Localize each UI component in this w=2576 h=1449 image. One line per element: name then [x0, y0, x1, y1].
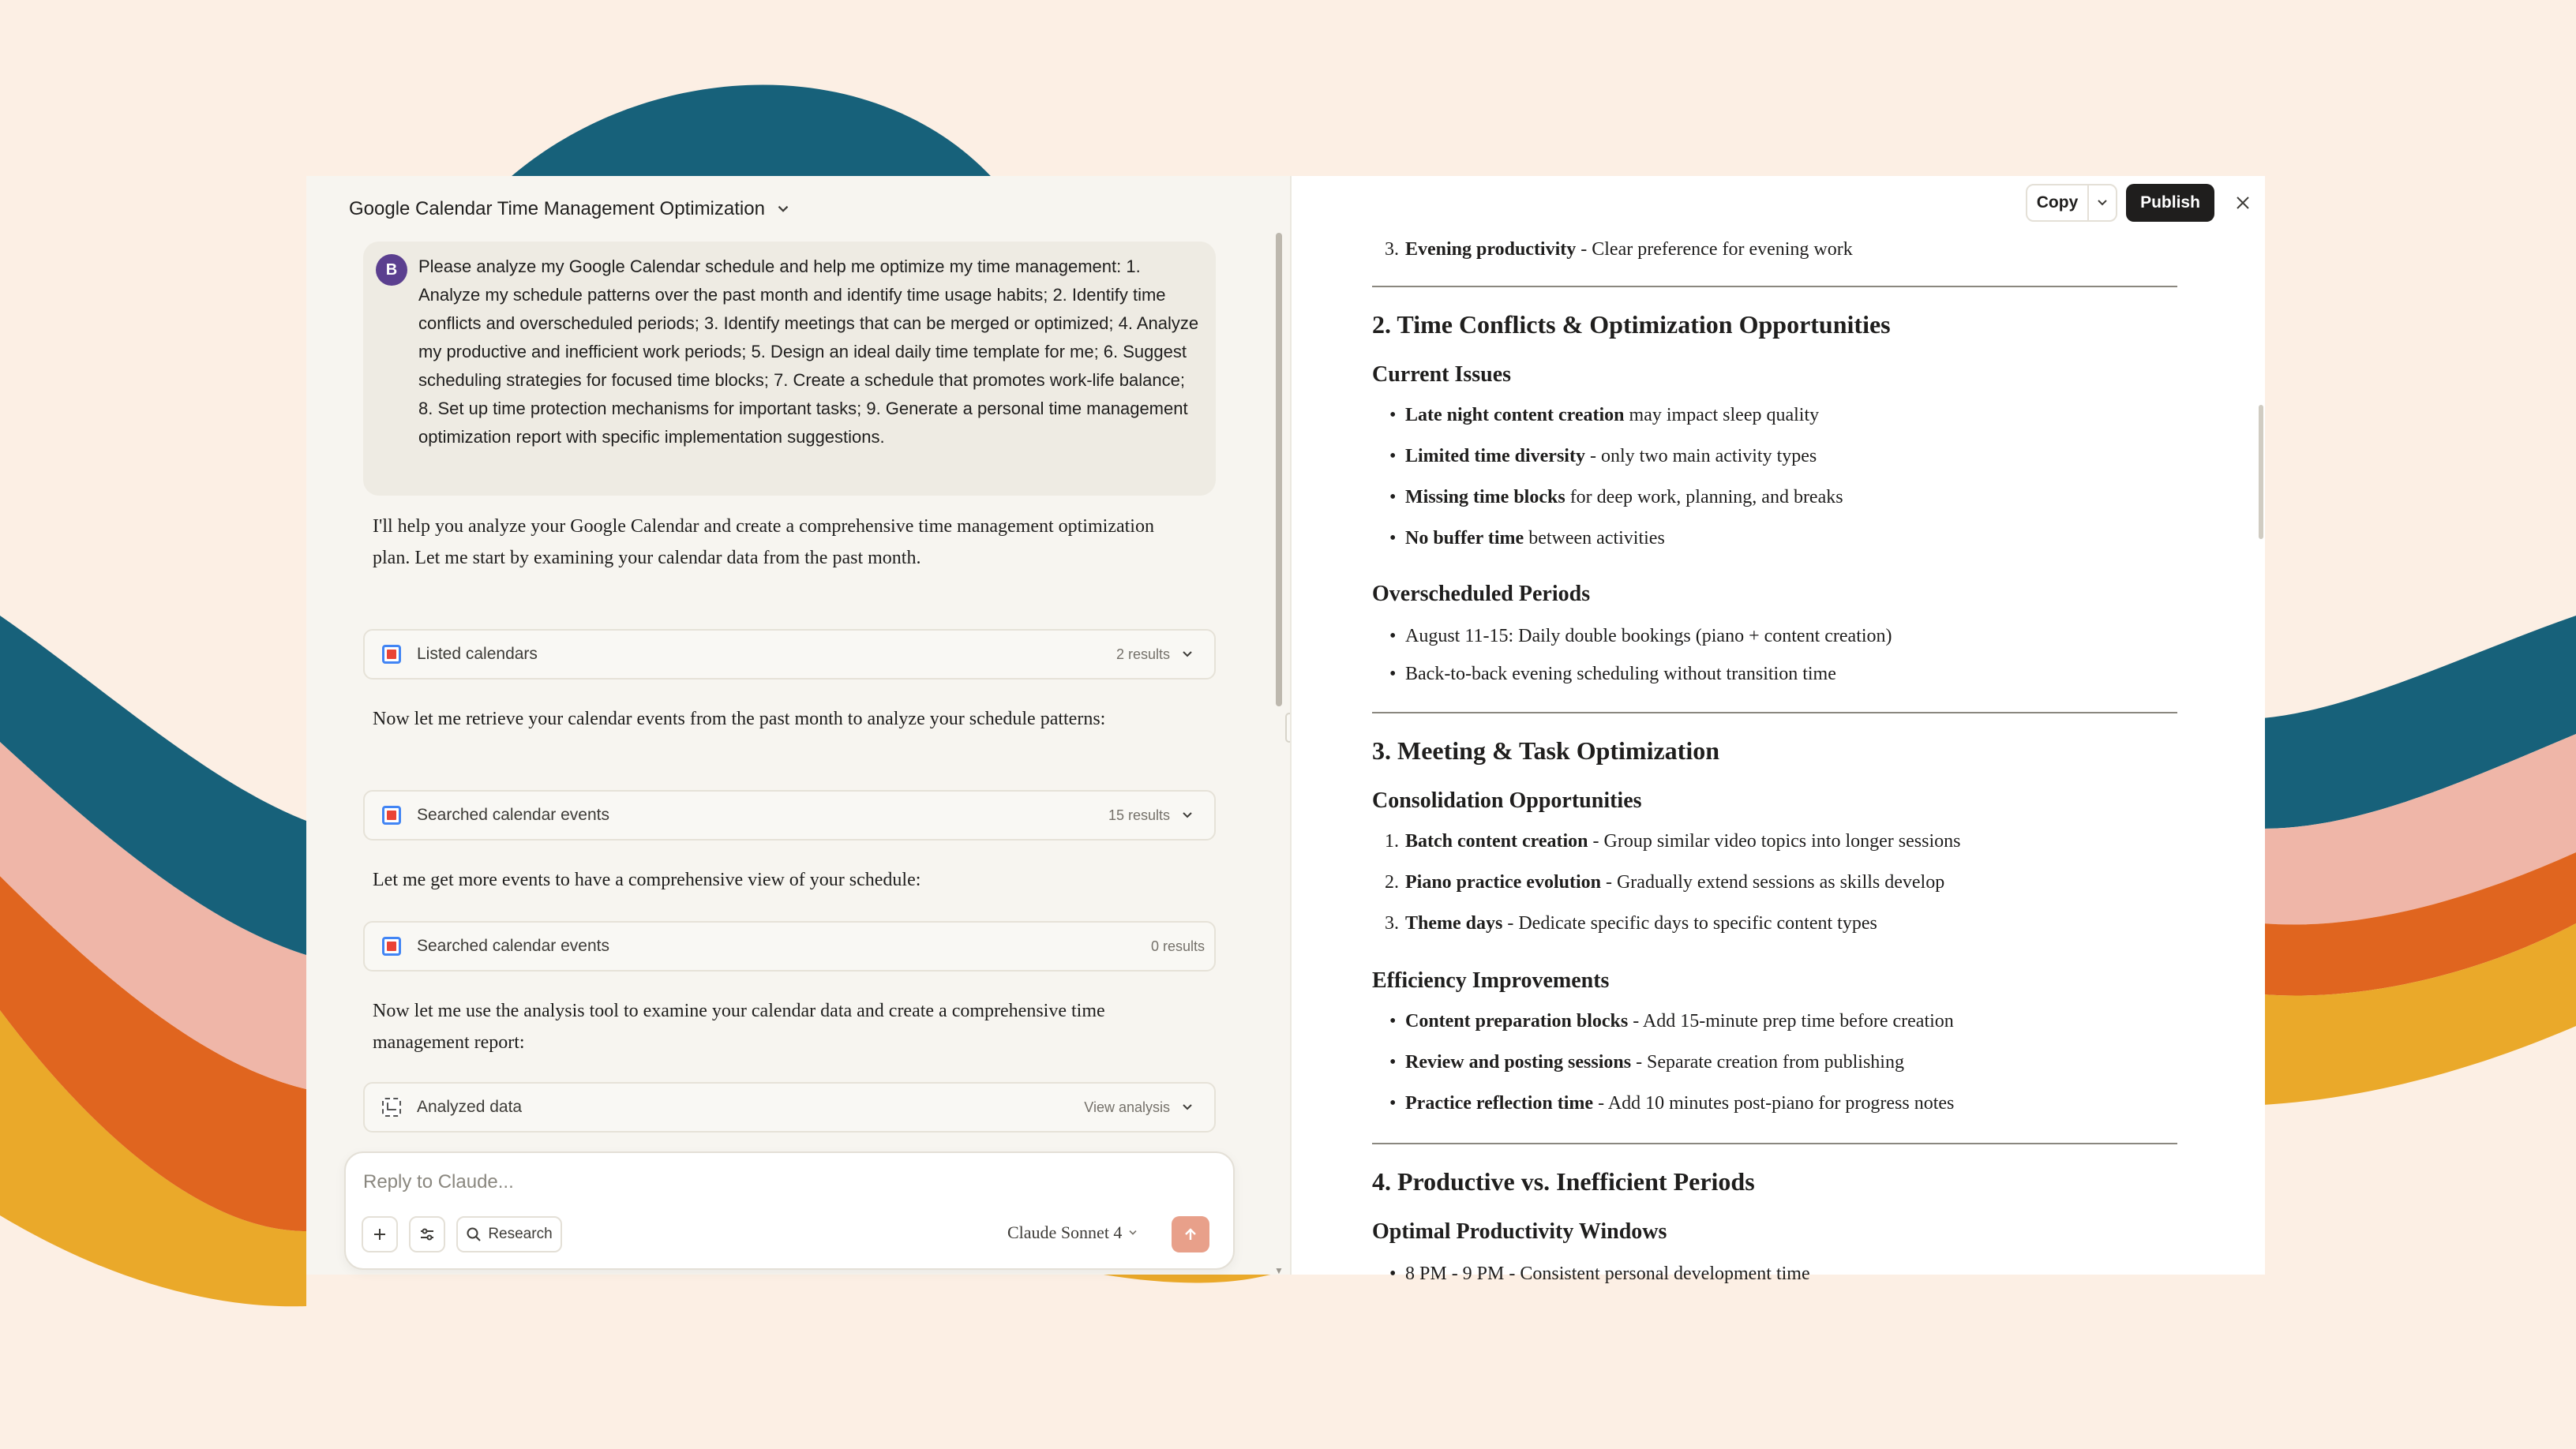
list-item: Theme days - Dedicate specific days to specific content types [1405, 913, 1877, 934]
bullet: • [1389, 626, 1397, 646]
divider [1372, 286, 2177, 287]
list-number: 3. [1385, 913, 1399, 934]
copy-button[interactable]: Copy [2027, 185, 2089, 220]
chevron-down-icon [1127, 1226, 1139, 1239]
bullet: • [1389, 405, 1397, 425]
list-item: 8 PM - 9 PM - Consistent personal development time [1405, 1264, 1810, 1284]
list-item: Review and posting sessions - Separate creation from publishing [1405, 1052, 1904, 1073]
list-number: 3. [1385, 239, 1399, 260]
plus-icon [371, 1226, 388, 1243]
tool-result-count: 0 results [1150, 938, 1205, 954]
research-icon [466, 1226, 482, 1242]
google-calendar-icon [382, 806, 401, 825]
bullet: • [1389, 1264, 1397, 1284]
tool-label: Searched calendar events [417, 806, 609, 824]
send-button[interactable] [1172, 1216, 1209, 1252]
assistant-message: Now let me use the analysis tool to examine your calendar data and create a comprehensive time management report: [373, 1001, 1105, 1053]
model-selector[interactable] [1007, 1222, 1139, 1243]
reply-input[interactable] [362, 1164, 1202, 1200]
chevron-down-icon [774, 200, 792, 218]
chat-pane [306, 176, 1290, 1275]
chevron-down-icon [1179, 807, 1195, 823]
tool-card-searched-events[interactable] [363, 790, 1216, 841]
list-item: Limited time diversity - only two main activity types [1405, 446, 1817, 466]
bullet: • [1389, 446, 1397, 466]
wave-teal-top [505, 85, 1003, 190]
chevron-down-icon [2094, 195, 2110, 211]
section-heading: 2. Time Conflicts & Optimization Opportunities [1372, 310, 1891, 339]
chevron-down-icon [1179, 1099, 1195, 1115]
artifact-scrollbar[interactable] [2259, 405, 2263, 539]
tool-card-analyzed-data[interactable] [363, 1082, 1216, 1133]
copy-group [2026, 184, 2117, 222]
close-artifact-button[interactable] [2230, 190, 2255, 215]
subsection-heading: Efficiency Improvements [1372, 968, 1610, 993]
analysis-icon [382, 1098, 401, 1117]
section-heading: 4. Productive vs. Inefficient Periods [1372, 1167, 1755, 1196]
assistant-message: Let me get more events to have a comprehensive view of your schedule: [373, 870, 921, 890]
artifact-toolbar [1949, 184, 2265, 225]
subsection-heading: Optimal Productivity Windows [1372, 1219, 1667, 1244]
tool-label: Analyzed data [417, 1098, 523, 1116]
view-analysis-link[interactable]: View analysis [1084, 1099, 1170, 1115]
user-message-text: Please analyze my Google Calendar schedule and help me optimize my time management: 1. Analyze my schedule patterns over the past month and identify time usage habits; 2. Identify time conflicts and overscheduled periods; 3. Identify meetings that can be merged or optimized; 4. Analyze my productive and inefficient work periods; 5. Design an ideal daily time template for me; 6. Suggest scheduling strategies for focused time blocks; 7. Create a schedule that promotes work-life balance; 8. Set up time protection mechanisms for important tasks; 9. Generate a personal time management optimization report with specific implementation suggestions. [418, 256, 1199, 447]
research-label: Research [488, 1226, 553, 1242]
artifact-pane [1290, 176, 2265, 1284]
list-item: Missing time blocks for deep work, planning, and breaks [1405, 487, 1843, 507]
list-item: Practice reflection time - Add 10 minutes post-piano for progress notes [1405, 1093, 1955, 1114]
list-number: 2. [1385, 872, 1399, 893]
list-item: Late night content creation may impact sleep quality [1405, 405, 1820, 425]
list-item: Content preparation blocks - Add 15-minute prep time before creation [1405, 1011, 1954, 1032]
tool-label: Searched calendar events [417, 937, 609, 955]
app-window [306, 176, 2263, 1284]
bullet: • [1389, 1052, 1397, 1073]
list-item: No buffer time between activities [1405, 528, 1665, 549]
research-button[interactable] [456, 1216, 562, 1252]
tool-card-searched-events-2[interactable] [363, 921, 1216, 972]
tool-result-count: 15 results [1108, 807, 1170, 823]
list-item: Evening productivity - Clear preference for evening work [1405, 239, 1853, 260]
list-item: Back-to-back evening scheduling without transition time [1405, 664, 1836, 684]
list-item: August 11-15: Daily double bookings (piano + content creation) [1405, 626, 1892, 646]
conversation-title: Google Calendar Time Management Optimization [349, 198, 765, 219]
chevron-down-icon [1179, 646, 1195, 662]
bullet: • [1389, 1011, 1397, 1032]
tool-label: Listed calendars [417, 645, 538, 663]
subsection-heading: Overscheduled Periods [1372, 582, 1591, 606]
composer [344, 1151, 1235, 1270]
message-list[interactable] [306, 239, 1290, 1167]
tools-button[interactable] [409, 1216, 445, 1252]
subsection-heading: Current Issues [1372, 362, 1512, 387]
chat-scrollbar[interactable] [1276, 233, 1282, 706]
assistant-message: I'll help you analyze your Google Calendar and create a comprehensive time management optimization plan. Let me start by examining your calendar data from the past month. [373, 516, 1154, 568]
subsection-heading: Consolidation Opportunities [1372, 788, 1642, 813]
google-calendar-icon [382, 645, 401, 664]
tool-card-listed-calendars[interactable] [363, 629, 1216, 680]
tool-result-count: 2 results [1116, 646, 1170, 662]
add-attachment-button[interactable] [362, 1216, 398, 1252]
list-number: 1. [1385, 831, 1399, 852]
divider [1372, 712, 2177, 713]
section-heading: 3. Meeting & Task Optimization [1372, 736, 1720, 765]
google-calendar-icon [382, 937, 401, 956]
list-item: Batch content creation - Group similar video topics into longer sessions [1405, 831, 1961, 852]
publish-button[interactable]: Publish [2126, 184, 2214, 222]
conversation-title-button[interactable] [349, 187, 792, 231]
bullet: • [1389, 487, 1397, 507]
divider [1372, 1143, 2177, 1144]
list-item: Piano practice evolution - Gradually extend sessions as skills develop [1405, 872, 1945, 893]
user-message [363, 242, 1216, 496]
avatar: B [376, 254, 407, 286]
close-icon [2233, 193, 2252, 212]
scroll-down-icon[interactable]: ▼ [1274, 1265, 1284, 1276]
bullet: • [1389, 1093, 1397, 1114]
assistant-message: Now let me retrieve your calendar events from the past month to analyze your schedule patterns: [373, 709, 1106, 729]
copy-options-button[interactable] [2089, 195, 2116, 211]
sliders-icon [418, 1226, 436, 1243]
model-name: Claude Sonnet 4 [1007, 1222, 1123, 1242]
bullet: • [1389, 664, 1397, 684]
bullet: • [1389, 528, 1397, 549]
arrow-up-icon [1182, 1226, 1199, 1243]
